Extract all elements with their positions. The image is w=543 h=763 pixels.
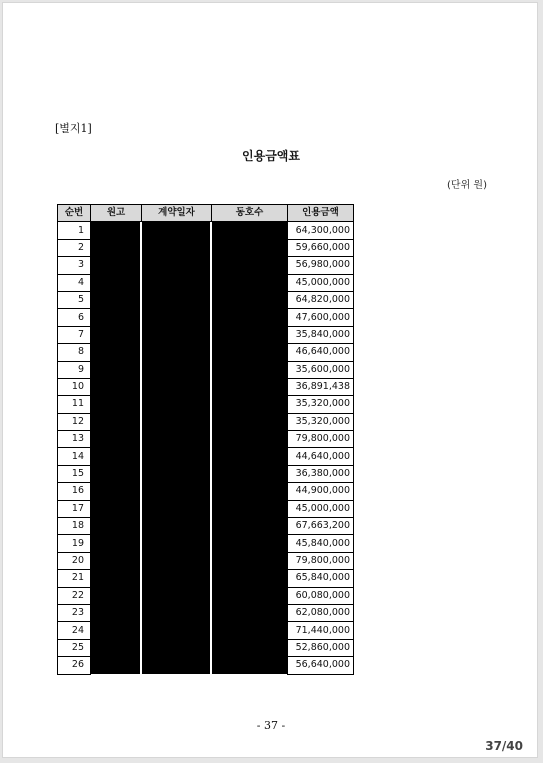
table-row xyxy=(58,535,354,552)
redacted-plaintiff-cell xyxy=(91,413,140,430)
row-number: 14 xyxy=(58,448,91,465)
table-row xyxy=(58,222,354,239)
row-number: 6 xyxy=(58,309,91,326)
redacted-unit-number-cell xyxy=(212,431,288,448)
redacted-unit-number-cell xyxy=(212,361,288,378)
redacted-contract-date-cell xyxy=(142,622,210,639)
redacted-plaintiff-cell xyxy=(91,483,140,500)
redacted-contract-date-cell xyxy=(142,500,210,517)
redacted-contract-date-cell xyxy=(142,657,210,674)
award-amount-cell: 60,080,000 xyxy=(288,587,354,604)
table-row xyxy=(58,361,354,378)
redacted-unit-number-cell xyxy=(212,274,288,291)
redacted-contract-date-cell xyxy=(142,465,210,482)
redacted-plaintiff-cell xyxy=(91,396,140,413)
award-amount-cell: 47,600,000 xyxy=(288,309,354,326)
row-number: 15 xyxy=(58,465,91,482)
redacted-contract-date-cell xyxy=(142,570,210,587)
redacted-unit-number-cell xyxy=(212,396,288,413)
table-row xyxy=(58,483,354,500)
redacted-plaintiff-cell xyxy=(91,361,140,378)
award-amount-cell: 62,080,000 xyxy=(288,604,354,621)
redacted-contract-date-cell xyxy=(142,639,210,656)
award-amount-cell: 79,800,000 xyxy=(288,431,354,448)
table-row xyxy=(58,431,354,448)
page-number: - 37 - xyxy=(256,719,286,732)
redacted-plaintiff-cell xyxy=(91,239,140,256)
header-award-amount: 인용금액 xyxy=(288,205,354,222)
table-row xyxy=(58,465,354,482)
header-plaintiff: 원고 xyxy=(91,205,142,222)
redacted-plaintiff-cell xyxy=(91,518,140,535)
unit-note: (단위 원) xyxy=(447,180,487,191)
redacted-contract-date-cell xyxy=(142,344,210,361)
row-number: 10 xyxy=(58,378,91,395)
redacted-unit-number-cell xyxy=(212,413,288,430)
redacted-plaintiff-cell xyxy=(91,604,140,621)
award-amount-cell: 71,440,000 xyxy=(288,622,354,639)
redacted-plaintiff-cell xyxy=(91,257,140,274)
table-row xyxy=(58,500,354,517)
row-number: 5 xyxy=(58,291,91,308)
award-amount-cell: 46,640,000 xyxy=(288,344,354,361)
row-number: 17 xyxy=(58,500,91,517)
redacted-unit-number-cell xyxy=(212,309,288,326)
redacted-plaintiff-cell xyxy=(91,535,140,552)
redacted-plaintiff-cell xyxy=(91,222,140,239)
row-number: 26 xyxy=(58,657,91,674)
redacted-contract-date-cell xyxy=(142,396,210,413)
award-amount-cell: 44,640,000 xyxy=(288,448,354,465)
award-amount-cell: 35,320,000 xyxy=(288,413,354,430)
redacted-unit-number-cell xyxy=(212,570,288,587)
redacted-plaintiff-cell xyxy=(91,291,140,308)
redacted-contract-date-cell xyxy=(142,552,210,569)
row-number: 4 xyxy=(58,274,91,291)
redacted-plaintiff-cell xyxy=(91,570,140,587)
table-row xyxy=(58,326,354,343)
appendix-label: [별지1] xyxy=(55,122,92,135)
table-row xyxy=(58,257,354,274)
redacted-plaintiff-cell xyxy=(91,431,140,448)
redacted-unit-number-cell xyxy=(212,587,288,604)
redacted-unit-number-cell xyxy=(212,552,288,569)
table-row xyxy=(58,518,354,535)
row-number: 16 xyxy=(58,483,91,500)
redacted-contract-date-cell xyxy=(142,604,210,621)
award-amount-cell: 45,840,000 xyxy=(288,535,354,552)
redacted-unit-number-cell xyxy=(212,604,288,621)
award-amount-table xyxy=(57,204,354,675)
redacted-unit-number-cell xyxy=(212,378,288,395)
redacted-unit-number-cell xyxy=(212,465,288,482)
redacted-plaintiff-cell xyxy=(91,587,140,604)
redacted-plaintiff-cell xyxy=(91,326,140,343)
redacted-unit-number-cell xyxy=(212,639,288,656)
award-amount-cell: 35,840,000 xyxy=(288,326,354,343)
award-amount-cell: 59,660,000 xyxy=(288,239,354,256)
row-number: 1 xyxy=(58,222,91,239)
table-row xyxy=(58,657,354,674)
table-row xyxy=(58,448,354,465)
redacted-contract-date-cell xyxy=(142,239,210,256)
document-page xyxy=(2,2,538,758)
row-number: 3 xyxy=(58,257,91,274)
redacted-contract-date-cell xyxy=(142,309,210,326)
redacted-contract-date-cell xyxy=(142,448,210,465)
page-counter: 37/40 xyxy=(485,739,523,753)
award-amount-cell: 67,663,200 xyxy=(288,518,354,535)
table-row xyxy=(58,344,354,361)
table-row xyxy=(58,552,354,569)
redacted-plaintiff-cell xyxy=(91,309,140,326)
redacted-unit-number-cell xyxy=(212,622,288,639)
table-header-row xyxy=(58,205,354,222)
redacted-plaintiff-cell xyxy=(91,465,140,482)
redacted-unit-number-cell xyxy=(212,518,288,535)
document-title: 인용금액표 xyxy=(242,149,300,163)
award-amount-cell: 64,820,000 xyxy=(288,291,354,308)
redacted-plaintiff-cell xyxy=(91,639,140,656)
table-row xyxy=(58,239,354,256)
row-number: 25 xyxy=(58,639,91,656)
row-number: 24 xyxy=(58,622,91,639)
row-number: 8 xyxy=(58,344,91,361)
award-amount-cell: 52,860,000 xyxy=(288,639,354,656)
redacted-plaintiff-cell xyxy=(91,500,140,517)
redacted-contract-date-cell xyxy=(142,413,210,430)
redacted-contract-date-cell xyxy=(142,483,210,500)
row-number: 18 xyxy=(58,518,91,535)
redacted-contract-date-cell xyxy=(142,257,210,274)
row-number: 13 xyxy=(58,431,91,448)
redacted-contract-date-cell xyxy=(142,326,210,343)
award-amount-cell: 35,600,000 xyxy=(288,361,354,378)
row-number: 12 xyxy=(58,413,91,430)
award-amount-cell: 65,840,000 xyxy=(288,570,354,587)
row-number: 11 xyxy=(58,396,91,413)
redacted-contract-date-cell xyxy=(142,361,210,378)
redacted-plaintiff-cell xyxy=(91,344,140,361)
redacted-contract-date-cell xyxy=(142,535,210,552)
redacted-contract-date-cell xyxy=(142,587,210,604)
redacted-unit-number-cell xyxy=(212,448,288,465)
award-amount-cell: 36,891,438 xyxy=(288,378,354,395)
redacted-unit-number-cell xyxy=(212,483,288,500)
award-amount-cell: 35,320,000 xyxy=(288,396,354,413)
award-amount-cell: 56,640,000 xyxy=(288,657,354,674)
table-row xyxy=(58,604,354,621)
row-number: 21 xyxy=(58,570,91,587)
redacted-contract-date-cell xyxy=(142,274,210,291)
table-row xyxy=(58,413,354,430)
table-row xyxy=(58,570,354,587)
redacted-plaintiff-cell xyxy=(91,622,140,639)
redacted-unit-number-cell xyxy=(212,291,288,308)
row-number: 2 xyxy=(58,239,91,256)
redacted-plaintiff-cell xyxy=(91,448,140,465)
table-row xyxy=(58,309,354,326)
redacted-unit-number-cell xyxy=(212,657,288,674)
award-amount-cell: 79,800,000 xyxy=(288,552,354,569)
redacted-contract-date-cell xyxy=(142,291,210,308)
redacted-unit-number-cell xyxy=(212,344,288,361)
award-amount-cell: 36,380,000 xyxy=(288,465,354,482)
header-contract-date: 계약일자 xyxy=(142,205,212,222)
table-row xyxy=(58,396,354,413)
redacted-unit-number-cell xyxy=(212,535,288,552)
row-number: 23 xyxy=(58,604,91,621)
row-number: 20 xyxy=(58,552,91,569)
redacted-unit-number-cell xyxy=(212,500,288,517)
redacted-unit-number-cell xyxy=(212,257,288,274)
award-amount-cell: 64,300,000 xyxy=(288,222,354,239)
table-row xyxy=(58,587,354,604)
award-amount-cell: 45,000,000 xyxy=(288,274,354,291)
redacted-plaintiff-cell xyxy=(91,378,140,395)
row-number: 22 xyxy=(58,587,91,604)
redacted-plaintiff-cell xyxy=(91,274,140,291)
redacted-unit-number-cell xyxy=(212,222,288,239)
redacted-contract-date-cell xyxy=(142,431,210,448)
redacted-plaintiff-cell xyxy=(91,657,140,674)
table-row xyxy=(58,291,354,308)
row-number: 19 xyxy=(58,535,91,552)
redacted-contract-date-cell xyxy=(142,378,210,395)
table-row xyxy=(58,378,354,395)
row-number: 7 xyxy=(58,326,91,343)
row-number: 9 xyxy=(58,361,91,378)
award-amount-cell: 56,980,000 xyxy=(288,257,354,274)
table-row xyxy=(58,639,354,656)
redacted-plaintiff-cell xyxy=(91,552,140,569)
redacted-contract-date-cell xyxy=(142,518,210,535)
table-row xyxy=(58,622,354,639)
redacted-contract-date-cell xyxy=(142,222,210,239)
header-unit-number: 동호수 xyxy=(212,205,288,222)
redacted-unit-number-cell xyxy=(212,326,288,343)
redacted-unit-number-cell xyxy=(212,239,288,256)
award-amount-cell: 44,900,000 xyxy=(288,483,354,500)
award-amount-cell: 45,000,000 xyxy=(288,500,354,517)
header-number: 순번 xyxy=(58,205,91,222)
table-row xyxy=(58,274,354,291)
